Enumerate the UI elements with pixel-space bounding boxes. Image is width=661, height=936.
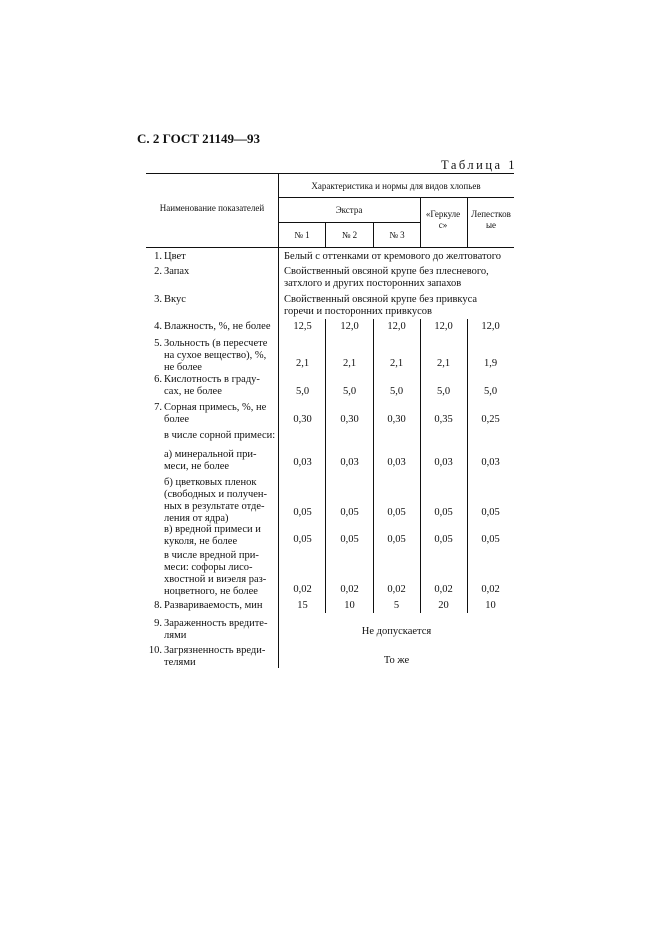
value-lepestkovye: 10 bbox=[485, 600, 496, 611]
row-number: 8. bbox=[154, 600, 162, 611]
merged-value: Не допускается bbox=[361, 626, 432, 637]
value-no2: 10 bbox=[344, 600, 355, 611]
row-number: 9. bbox=[154, 618, 162, 629]
value-no2: 0,05 bbox=[340, 534, 359, 545]
row-number: 3. bbox=[154, 294, 162, 305]
row-span-text: Свойственный овсяной крупе без плесневого, затхлого и других посторонних запахов bbox=[284, 266, 489, 289]
value-herkules: 12,0 bbox=[434, 321, 453, 332]
value-no2: 2,1 bbox=[342, 358, 357, 369]
header-characteristics: Характеристика и нормы для видов хлопьев bbox=[311, 181, 481, 191]
row-span-text: Белый с оттенками от кремового до желтоватого bbox=[284, 251, 501, 262]
row-name: Зольность (в пересчете на сухое вещество), %, не более bbox=[164, 338, 268, 373]
row-name: Зараженность вредите- лями bbox=[164, 618, 268, 641]
row-name: Запах bbox=[164, 266, 190, 277]
header-no2: № 2 bbox=[341, 230, 358, 240]
value-no1: 0,02 bbox=[293, 584, 312, 595]
value-lepestkovye: 0,25 bbox=[481, 414, 500, 425]
value-no3: 12,0 bbox=[387, 321, 406, 332]
table-top-rule bbox=[146, 173, 514, 174]
value-lepestkovye: 5,0 bbox=[483, 386, 498, 397]
value-lepestkovye: 0,05 bbox=[481, 507, 500, 518]
value-no3: 0,05 bbox=[387, 534, 406, 545]
value-no3: 2,1 bbox=[389, 358, 404, 369]
value-no1: 2,1 bbox=[295, 358, 310, 369]
value-lepestkovye: 12,0 bbox=[481, 321, 500, 332]
row-span-text: Свойственный овсяной крупе без привкуса горечи и посторонних привкусов bbox=[284, 294, 478, 317]
value-herkules: 0,05 bbox=[434, 534, 453, 545]
value-no2: 0,02 bbox=[340, 584, 359, 595]
row-number: 6. bbox=[154, 374, 162, 385]
value-no3: 5,0 bbox=[389, 386, 404, 397]
value-lepestkovye: 0,03 bbox=[481, 457, 500, 468]
table-body bbox=[147, 247, 527, 677]
value-lepestkovye: 0,02 bbox=[481, 584, 500, 595]
row-number: 2. bbox=[154, 266, 162, 277]
extra-underline bbox=[278, 222, 420, 223]
header-lepestkovye: Лепестковые bbox=[471, 209, 511, 230]
row-name: Влажность, %, не более bbox=[164, 321, 271, 332]
value-herkules: 0,35 bbox=[434, 414, 453, 425]
value-lepestkovye: 0,05 bbox=[481, 534, 500, 545]
col-rule-herkules-head bbox=[467, 197, 468, 247]
value-herkules: 20 bbox=[438, 600, 449, 611]
value-herkules: 0,03 bbox=[434, 457, 453, 468]
merged-value: То же bbox=[383, 655, 410, 666]
value-no2: 0,03 bbox=[340, 457, 359, 468]
value-herkules: 5,0 bbox=[436, 386, 451, 397]
value-no1: 15 bbox=[297, 600, 308, 611]
row-name: Цвет bbox=[164, 251, 186, 262]
value-herkules: 0,05 bbox=[434, 507, 453, 518]
row-number: 1. bbox=[154, 251, 162, 262]
value-no3: 0,02 bbox=[387, 584, 406, 595]
header-herkules: «Геркулес» bbox=[425, 209, 461, 230]
row-number: 5. bbox=[154, 338, 162, 349]
value-no2: 12,0 bbox=[340, 321, 359, 332]
value-no3: 5 bbox=[393, 600, 400, 611]
value-no3: 0,05 bbox=[387, 507, 406, 518]
value-herkules: 0,02 bbox=[434, 584, 453, 595]
value-no1: 0,05 bbox=[293, 534, 312, 545]
row-number: 7. bbox=[154, 402, 162, 413]
row-name: а) минеральной при- меси, не более bbox=[164, 449, 257, 472]
row-name: в числе вредной при- меси: софоры лисо- хвостной и виэеля раз- ноцветного, не более bbox=[164, 550, 267, 597]
value-no1: 12,5 bbox=[293, 321, 312, 332]
row-name: Загрязненность вреди- телями bbox=[164, 645, 266, 668]
value-no3: 0,30 bbox=[387, 414, 406, 425]
header-no3: № 3 bbox=[389, 230, 405, 240]
row-name: Развариваемость, мин bbox=[164, 600, 263, 611]
row-name: Вкус bbox=[164, 294, 186, 305]
characteristics-underline bbox=[278, 197, 514, 198]
page-header: С. 2 ГОСТ 21149—93 bbox=[137, 131, 260, 146]
row-number: 10. bbox=[148, 645, 162, 656]
row-name: Сорная примесь, %, не более bbox=[164, 402, 267, 425]
value-no2: 5,0 bbox=[342, 386, 357, 397]
value-herkules: 2,1 bbox=[436, 358, 451, 369]
row-number: 4. bbox=[154, 321, 162, 332]
row-name: в) вредной примеси и куколя, не более bbox=[164, 524, 261, 547]
value-no1: 5,0 bbox=[295, 386, 310, 397]
row-name: б) цветковых пленок (свободных и получен- ных в результате отде- ления от ядра) bbox=[164, 477, 267, 524]
value-no2: 0,30 bbox=[340, 414, 359, 425]
value-lepestkovye: 1,9 bbox=[483, 358, 498, 369]
header-extra: Экстра bbox=[335, 205, 363, 215]
value-no1: 0,03 bbox=[293, 457, 312, 468]
col-rule-no3-head bbox=[420, 197, 421, 247]
value-no3: 0,03 bbox=[387, 457, 406, 468]
row-name: в числе сорной примеси: bbox=[164, 430, 276, 441]
table-caption: Таблица 1 bbox=[441, 158, 517, 172]
row-name: Кислотность в граду- сах, не более bbox=[164, 374, 260, 397]
header-no1: № 1 bbox=[294, 230, 310, 240]
value-no2: 0,05 bbox=[340, 507, 359, 518]
value-no1: 0,30 bbox=[293, 414, 312, 425]
header-indicator: Наименование показателей bbox=[159, 203, 265, 213]
value-no1: 0,05 bbox=[293, 507, 312, 518]
